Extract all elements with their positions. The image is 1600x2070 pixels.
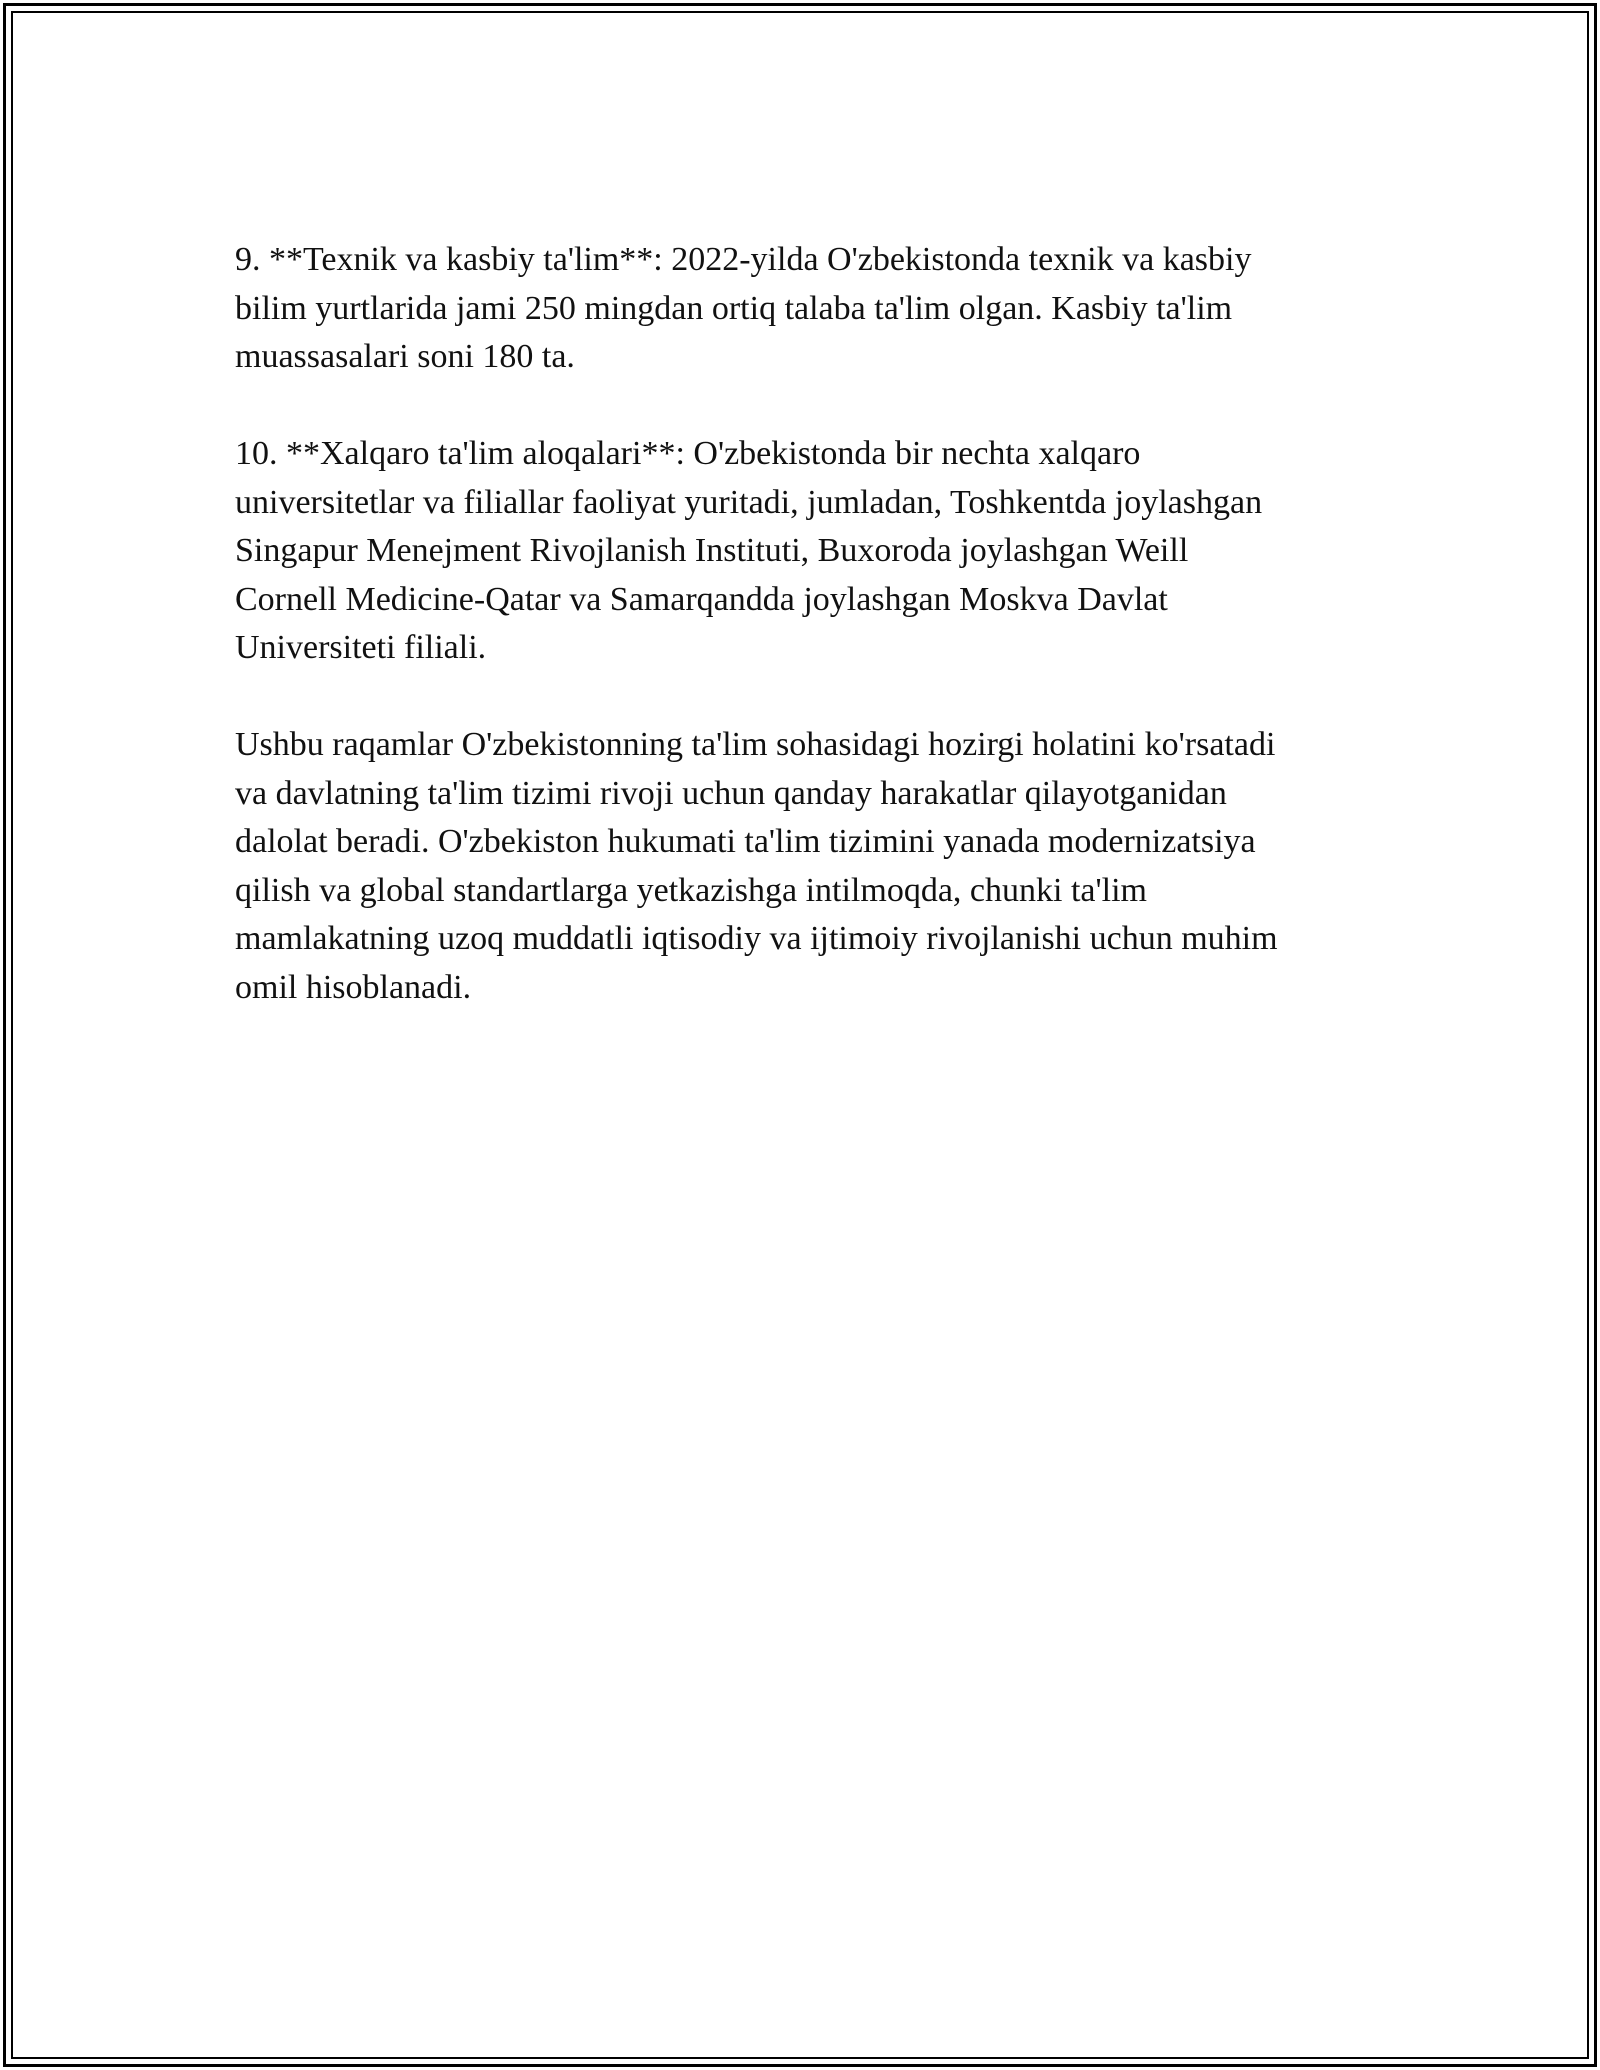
paragraph-international-relations: 10. **Xalqaro ta'lim aloqalari**: O'zbekistonda bir nechta xalqaro universitetlar va filiallar faoliyat yuritadi, jumladan, Toshkentda joylashgan Singapur Menejment Rivojlanish Instituti, Buxoroda joylashgan Weill Cornell Medicine-Qatar va Samarqandda joylashgan Moskva Davlat Universiteti filiali.	[235, 435, 1263, 666]
paragraph-technical-education: 9. **Texnik va kasbiy ta'lim**: 2022-yilda O'zbekistonda texnik va kasbiy bilim yurtlarida jami 250 mingdan ortiq talaba ta'lim olgan. Kasbiy ta'lim muassasalari soni 180 ta.	[235, 241, 1252, 375]
document-body	[235, 236, 1375, 1061]
paragraph-conclusion: Ushbu raqamlar O'zbekistonning ta'lim sohasidagi hozirgi holatini ko'rsatadi va davlatning ta'lim tizimi rivoji uchun qanday harakatlar qilayotganidan dalolat beradi. O'zbekiston hukumati ta'lim tizimini yanada modernizatsiya qilish va global standartlarga yetkazishga intilmoqda, chunki ta'lim mamlakatning uzoq muddatli iqtisodiy va ijtimoiy rivojlanishi uchun muhim omil hisoblanadi.	[235, 726, 1278, 1006]
